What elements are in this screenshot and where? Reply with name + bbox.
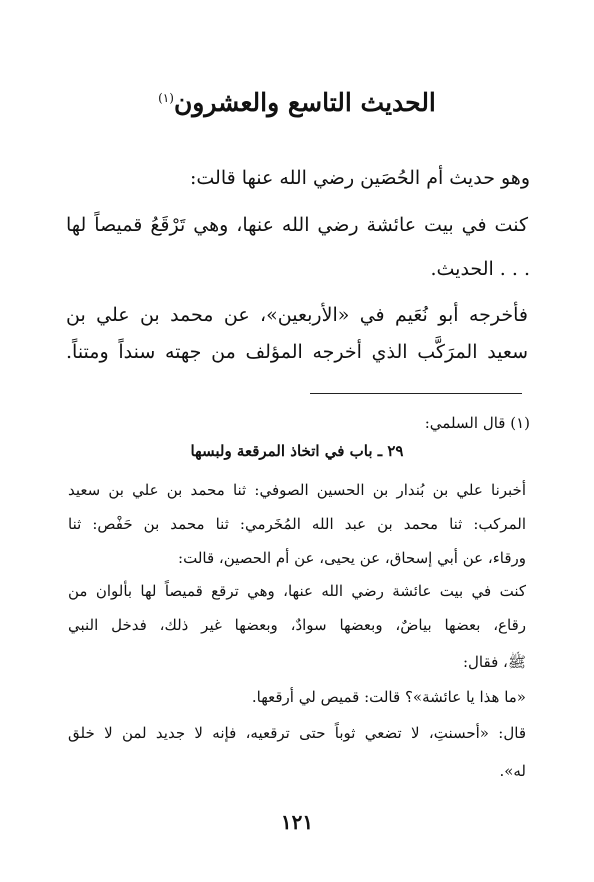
footnote-label: (١) قال السلمي: xyxy=(424,414,530,432)
page-number: ١٢١ xyxy=(280,810,314,834)
footnote-line: «ما هذا يا عائشة»؟ قالت: قميص لي أرقعها. xyxy=(251,688,526,706)
body-line-4: فأخرجه أبو نُعَيم في «الأربعين»، عن محمد بن علي بن xyxy=(66,304,528,326)
footnote-line: ﷺ، فقال: xyxy=(462,653,526,671)
footnote-heading: ٢٩ ـ باب في اتخاذ المرقعة ولبسها xyxy=(190,442,404,460)
footnote-separator xyxy=(310,393,522,394)
footnote-line: أخبرنا علي بن بُندار بن الحسين الصوفي: ثنا محمد بن علي بن سعيد xyxy=(68,481,526,499)
footnote-line: المركب: ثنا محمد بن عبد الله المُخَرمي: ثنا محمد بن حَفْص: ثنا xyxy=(68,515,526,533)
body-line-3: . . . الحديث. xyxy=(430,258,530,280)
body-line-5: سعيد المرَكَّب الذي أخرجه المؤلف من جهته سنداً ومتناً. xyxy=(66,341,528,363)
body-line-2: كنت في بيت عائشة رضي الله عنها، وهي تَرْقَعُ قميصاً لها xyxy=(66,214,528,236)
footnote-line: ورقاء، عن أبي إسحاق، عن يحيى، عن أم الحصين، قالت: xyxy=(178,549,526,567)
footnote-line: كنت في بيت عائشة رضي الله عنها، وهي ترقع قميصاً لها بألوان من xyxy=(68,582,526,600)
footnote-line: قال: «أحسنتِ، لا تضعي ثوباً حتى ترقعيه، فإنه لا جديد لمن لا خلق xyxy=(68,724,526,742)
chapter-title xyxy=(0,80,594,121)
footnote-line: رقاع، بعضها بياضٌ، وبعضها سوادٌ، وبعضها غير ذلك، فدخل النبي xyxy=(68,616,526,634)
chapter-title-text: الحديث التاسع والعشرون xyxy=(173,88,436,117)
footnote-reference: (١) xyxy=(158,91,174,105)
footnote-line: له». xyxy=(499,762,526,780)
body-line-1: وهو حديث أم الحُصَين رضي الله عنها قالت: xyxy=(189,167,530,189)
